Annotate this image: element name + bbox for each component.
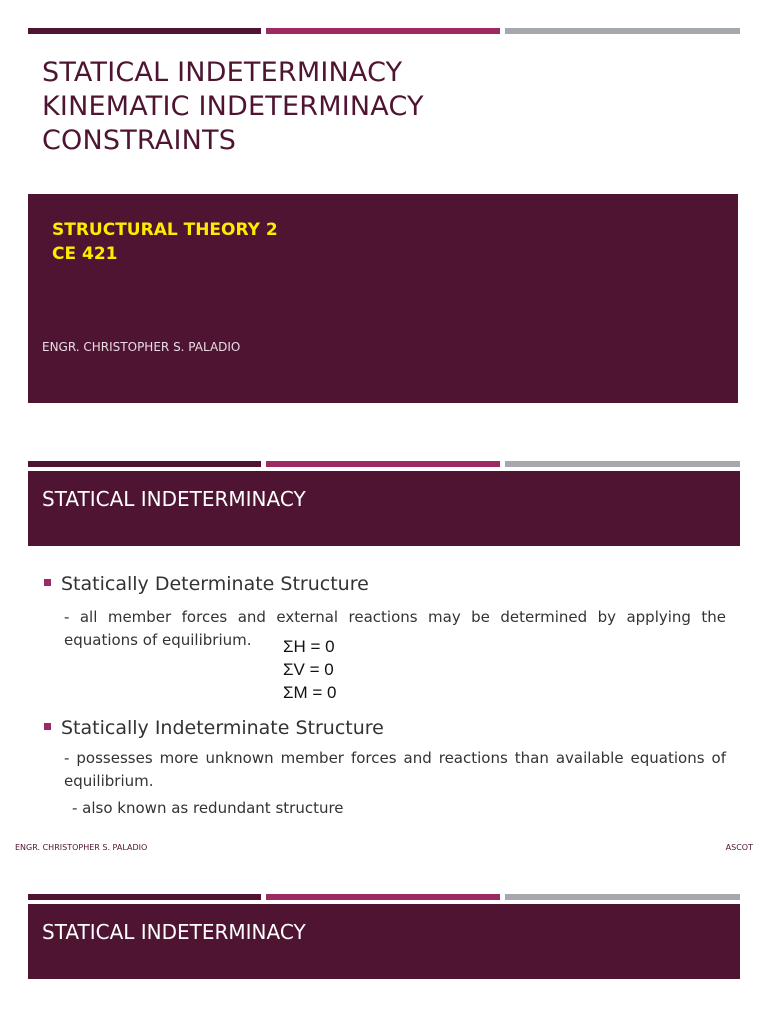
title-line: KINEMATIC INDETERMINACY [42, 91, 424, 122]
footer-author: ENGR. CHRISTOPHER S. PALADIO [15, 843, 148, 852]
footer-institution: ASCOT [725, 843, 753, 852]
title-line: STATICAL INDETERMINACY [42, 57, 403, 88]
equation-sum-m: ΣM = 0 [283, 683, 337, 702]
author-name: ENGR. CHRISTOPHER S. PALADIO [42, 340, 241, 354]
slide3-accent-bars [28, 894, 740, 900]
accent-bar-gray [505, 894, 740, 900]
slide3-header [28, 904, 740, 979]
slide2-header [28, 471, 740, 546]
slide2-header-title: STATICAL INDETERMINACY [42, 487, 306, 511]
indeterminate-desc-line3: - also known as redundant structure [72, 799, 344, 817]
slide3-header-title: STATICAL INDETERMINACY [42, 920, 306, 944]
slide1-info-block [28, 194, 738, 403]
course-name: STRUCTURAL THEORY 2 [52, 220, 278, 240]
indeterminate-desc-line1: - possesses more unknown member forces and reactions than available equations of [64, 749, 726, 767]
equation-sum-v: ΣV = 0 [283, 660, 334, 679]
bullet-square-icon [44, 723, 51, 730]
bullet-indeterminate [44, 717, 384, 739]
accent-bar-magenta [266, 28, 500, 34]
title-line: CONSTRAINTS [42, 125, 237, 156]
top-accent-bars [28, 28, 740, 34]
slide1-title [42, 56, 732, 158]
bullet-determinate [44, 573, 369, 595]
determinate-desc-line1: - all member forces and external reactions may be determined by applying the [64, 608, 726, 626]
accent-bar-dark [28, 461, 261, 467]
accent-bar-dark [28, 28, 261, 34]
indeterminate-desc-line2: equilibrium. [64, 772, 154, 790]
accent-bar-magenta [266, 461, 500, 467]
bullet-title: Statically Determinate Structure [61, 573, 369, 595]
determinate-desc-line2: equations of equilibrium. [64, 631, 252, 649]
slide2-accent-bars [28, 461, 740, 467]
accent-bar-dark [28, 894, 261, 900]
course-code: CE 421 [52, 244, 118, 264]
accent-bar-magenta [266, 894, 500, 900]
bullet-title: Statically Indeterminate Structure [61, 717, 384, 739]
accent-bar-gray [505, 28, 740, 34]
accent-bar-gray [505, 461, 740, 467]
course-info [52, 218, 278, 266]
bullet-square-icon [44, 579, 51, 586]
equation-sum-h: ΣH = 0 [283, 637, 335, 656]
